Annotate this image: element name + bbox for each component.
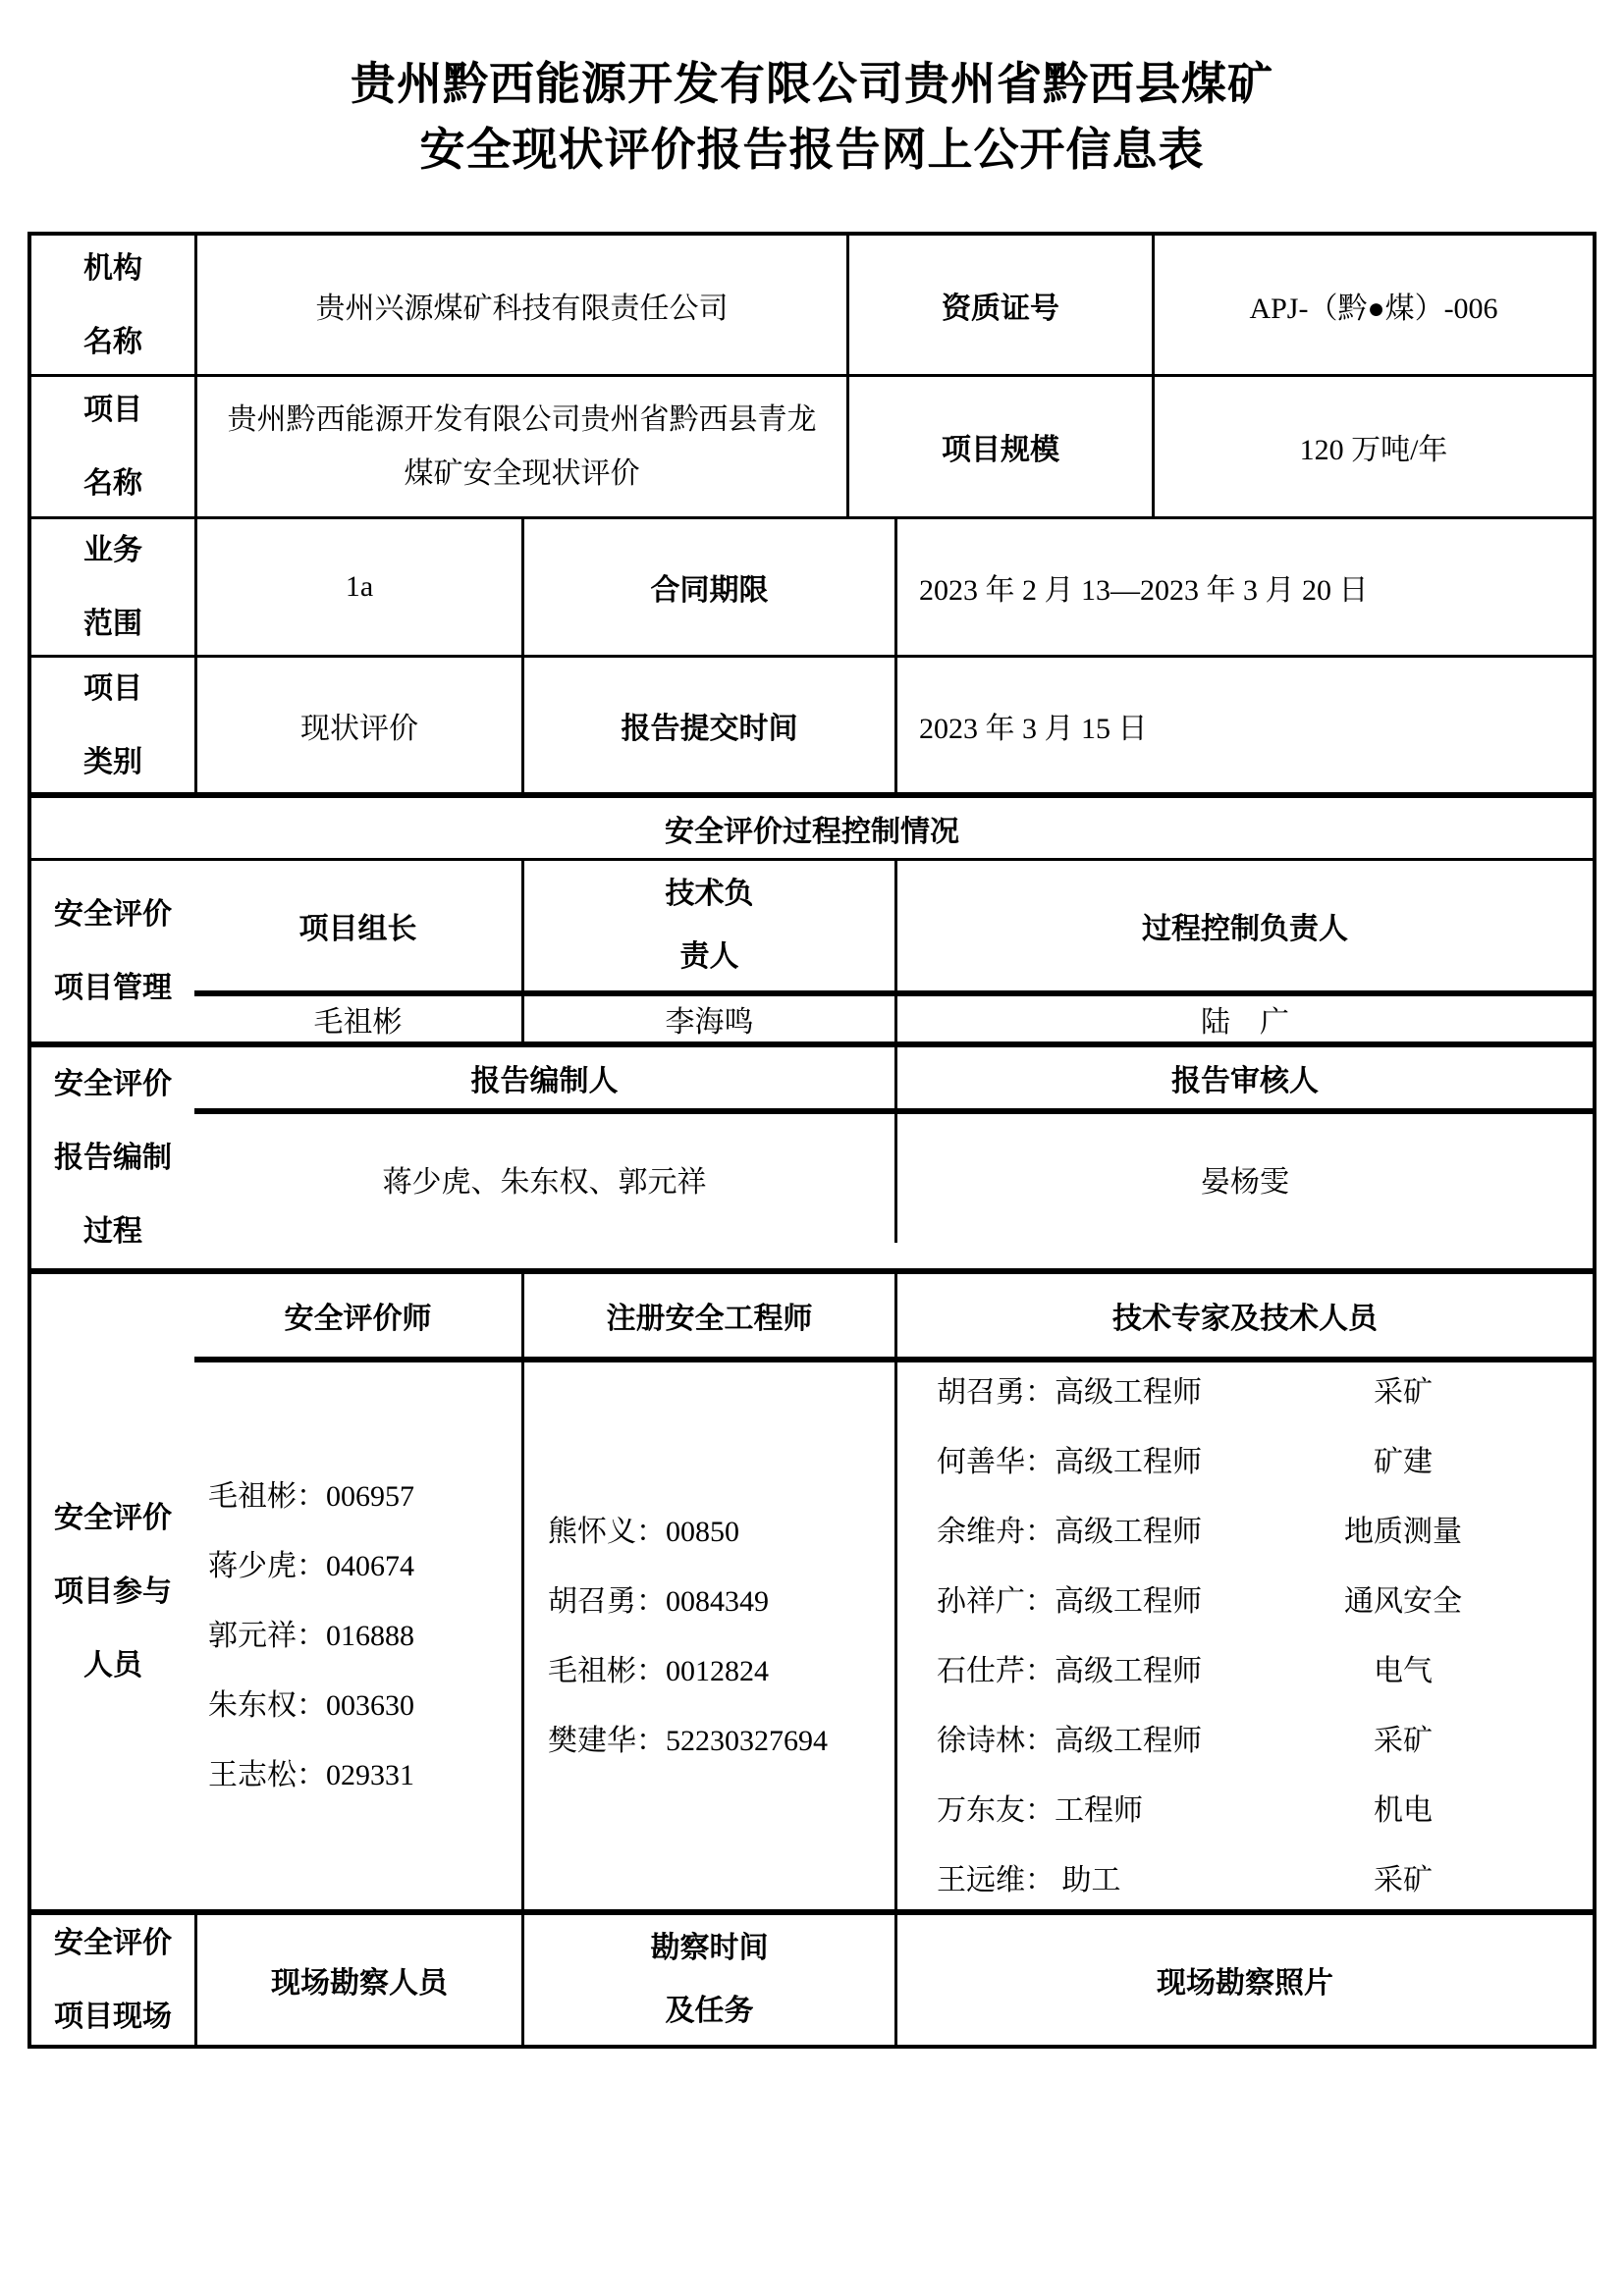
project-label-line2: 名称 xyxy=(83,467,142,500)
row-scope xyxy=(31,516,1593,655)
scale-value: 120 万吨/年 xyxy=(1152,377,1593,516)
team-leader-label: 项目组长 xyxy=(298,913,417,945)
document-title-line1: 贵州黔西能源开发有限公司贵州省黔西县煤矿 xyxy=(351,59,1273,109)
expert-name-title: 何善华：高级工程师 xyxy=(937,1445,1202,1478)
participants-content-row xyxy=(194,1357,1593,1909)
compile-label xyxy=(31,1047,194,1268)
row-type xyxy=(31,655,1593,792)
document-title-line2: 安全现状评价报告报告网上公开信息表 xyxy=(419,125,1205,175)
compile-label-line2: 报告编制 xyxy=(54,1142,172,1174)
evaluators-header: 安全评价师 xyxy=(284,1303,432,1335)
submit-time-value: 2023 年 3 月 15 日 xyxy=(894,658,1593,792)
scope-label-line1: 业务 xyxy=(83,534,142,566)
evaluators-list xyxy=(194,1362,521,1909)
engineer-item: 熊怀义：00850 xyxy=(548,1515,739,1548)
type-label-line1: 项目 xyxy=(83,671,142,705)
expert-name-title: 万东友：工程师 xyxy=(937,1793,1143,1827)
expert-name-title: 胡召勇：高级工程师 xyxy=(937,1375,1202,1409)
project-label xyxy=(31,377,194,516)
evaluator-item: 毛祖彬：006957 xyxy=(208,1480,414,1513)
site-surveyors-label: 现场勘察人员 xyxy=(194,1915,521,2045)
section-participants xyxy=(31,1268,1593,1909)
expert-name-title: 石仕芹：高级工程师 xyxy=(937,1654,1202,1687)
evaluator-item: 郭元祥：016888 xyxy=(208,1620,414,1652)
expert-item xyxy=(937,1776,1487,1845)
expert-item xyxy=(937,1845,1487,1910)
expert-field: 通风安全 xyxy=(1344,1584,1462,1618)
expert-item xyxy=(937,1362,1487,1427)
org-label-line2: 名称 xyxy=(83,325,142,358)
expert-item xyxy=(937,1706,1487,1776)
participants-label-line3: 人员 xyxy=(83,1649,142,1682)
scope-label xyxy=(31,519,194,655)
expert-item xyxy=(937,1497,1487,1567)
report-writer-label: 报告编制人 xyxy=(470,1065,619,1097)
participants-header-row xyxy=(194,1274,1593,1357)
scope-value: 1a xyxy=(194,519,521,655)
engineers-header: 注册安全工程师 xyxy=(521,1274,894,1357)
survey-time-label-line1: 勘察时间 xyxy=(650,1932,769,1964)
document-title xyxy=(0,0,1624,183)
org-label xyxy=(31,236,194,374)
type-value: 现状评价 xyxy=(194,658,521,792)
management-label-line1: 安全评价 xyxy=(54,898,172,931)
site-label-line1: 安全评价 xyxy=(54,1927,172,1959)
participants-label xyxy=(31,1274,194,1909)
expert-item xyxy=(937,1636,1487,1706)
expert-name-title: 孙祥广：高级工程师 xyxy=(937,1584,1202,1618)
project-value xyxy=(194,377,846,516)
experts-header: 技术专家及技术人员 xyxy=(894,1274,1593,1357)
team-leader-name: 毛祖彬 xyxy=(313,1006,403,1039)
expert-name-title: 徐诗林：高级工程师 xyxy=(937,1724,1202,1757)
org-label-line1: 机构 xyxy=(83,251,142,285)
management-names-row xyxy=(194,990,1593,1041)
row-process-header xyxy=(31,792,1593,858)
expert-field: 电气 xyxy=(1374,1654,1433,1687)
participants-grid xyxy=(194,1274,1593,1909)
expert-field: 采矿 xyxy=(1374,1724,1433,1757)
scope-label-line2: 范围 xyxy=(83,608,142,640)
expert-name-title: 余维舟：高级工程师 xyxy=(937,1515,1202,1548)
project-value-text: 贵州黔西能源开发有限公司贵州省黔西县青龙煤矿安全现状评价 xyxy=(227,403,817,490)
expert-field: 采矿 xyxy=(1374,1375,1433,1409)
compile-header-row xyxy=(194,1047,1593,1108)
row-project xyxy=(31,374,1593,516)
site-photos-label: 现场勘察照片 xyxy=(894,1915,1593,2045)
submit-time-label: 报告提交时间 xyxy=(521,658,894,792)
cert-no-value: APJ-（黔●煤）-006 xyxy=(1152,236,1593,374)
report-reviewer-name: 晏杨雯 xyxy=(894,1114,1593,1243)
section-management xyxy=(31,858,1593,1041)
compile-label-line1: 安全评价 xyxy=(54,1068,172,1100)
section-site xyxy=(31,1909,1593,2045)
engineer-item: 樊建华：52230327694 xyxy=(548,1724,828,1757)
evaluator-item: 朱东权：003630 xyxy=(208,1689,414,1722)
compile-names-row xyxy=(194,1108,1593,1243)
participants-label-line1: 安全评价 xyxy=(54,1502,172,1534)
expert-field: 采矿 xyxy=(1374,1863,1433,1896)
site-label xyxy=(31,1915,194,2045)
management-header-row xyxy=(194,861,1593,990)
expert-field: 矿建 xyxy=(1374,1445,1433,1478)
expert-item xyxy=(937,1427,1487,1497)
org-value: 贵州兴源煤矿科技有限责任公司 xyxy=(194,236,846,374)
engineers-list xyxy=(521,1362,894,1909)
participants-label-line2: 项目参与 xyxy=(54,1575,172,1608)
tech-lead-name: 李海鸣 xyxy=(521,996,894,1041)
expert-field: 机电 xyxy=(1374,1793,1433,1827)
experts-list xyxy=(894,1362,1593,1909)
report-reviewer-label: 报告审核人 xyxy=(894,1047,1593,1108)
engineer-item: 胡召勇：0084349 xyxy=(548,1584,769,1618)
row-org xyxy=(31,236,1593,374)
scale-label: 项目规模 xyxy=(846,377,1152,516)
tech-lead-label xyxy=(521,861,894,990)
report-writer-names: 蒋少虎、朱东权、郭元祥 xyxy=(382,1165,707,1199)
evaluator-item: 蒋少虎：040674 xyxy=(208,1550,414,1582)
management-label xyxy=(31,861,194,1041)
survey-time-label xyxy=(521,1915,894,2045)
section-compile xyxy=(31,1041,1593,1268)
expert-name-title: 王远维： 助工 xyxy=(937,1863,1121,1896)
site-label-line2: 项目现场 xyxy=(54,2001,172,2033)
evaluator-item: 王志松：029331 xyxy=(208,1759,414,1791)
compile-grid xyxy=(194,1047,1593,1268)
tech-lead-label-line1: 技术负 xyxy=(665,878,754,910)
management-label-line2: 项目管理 xyxy=(54,972,172,1004)
contract-period-value: 2023 年 2 月 13—2023 年 3 月 20 日 xyxy=(894,519,1593,655)
contract-period-label: 合同期限 xyxy=(521,519,894,655)
process-header-text: 安全评价过程控制情况 xyxy=(665,815,959,848)
cert-no-label: 资质证号 xyxy=(846,236,1152,374)
compile-label-line3: 过程 xyxy=(83,1215,142,1248)
engineer-item: 毛祖彬：0012824 xyxy=(548,1654,769,1687)
type-label-line2: 类别 xyxy=(83,745,142,778)
tech-lead-label-line2: 责人 xyxy=(679,940,739,973)
management-grid xyxy=(194,861,1593,1041)
info-table xyxy=(27,232,1597,2049)
expert-item xyxy=(937,1567,1487,1636)
process-control-lead-name: 陆 广 xyxy=(894,996,1593,1041)
survey-time-label-line2: 及任务 xyxy=(665,1995,754,2027)
process-control-lead-label: 过程控制负责人 xyxy=(894,861,1593,990)
expert-field: 地质测量 xyxy=(1344,1515,1462,1548)
type-label xyxy=(31,658,194,792)
project-label-line1: 项目 xyxy=(83,394,142,426)
